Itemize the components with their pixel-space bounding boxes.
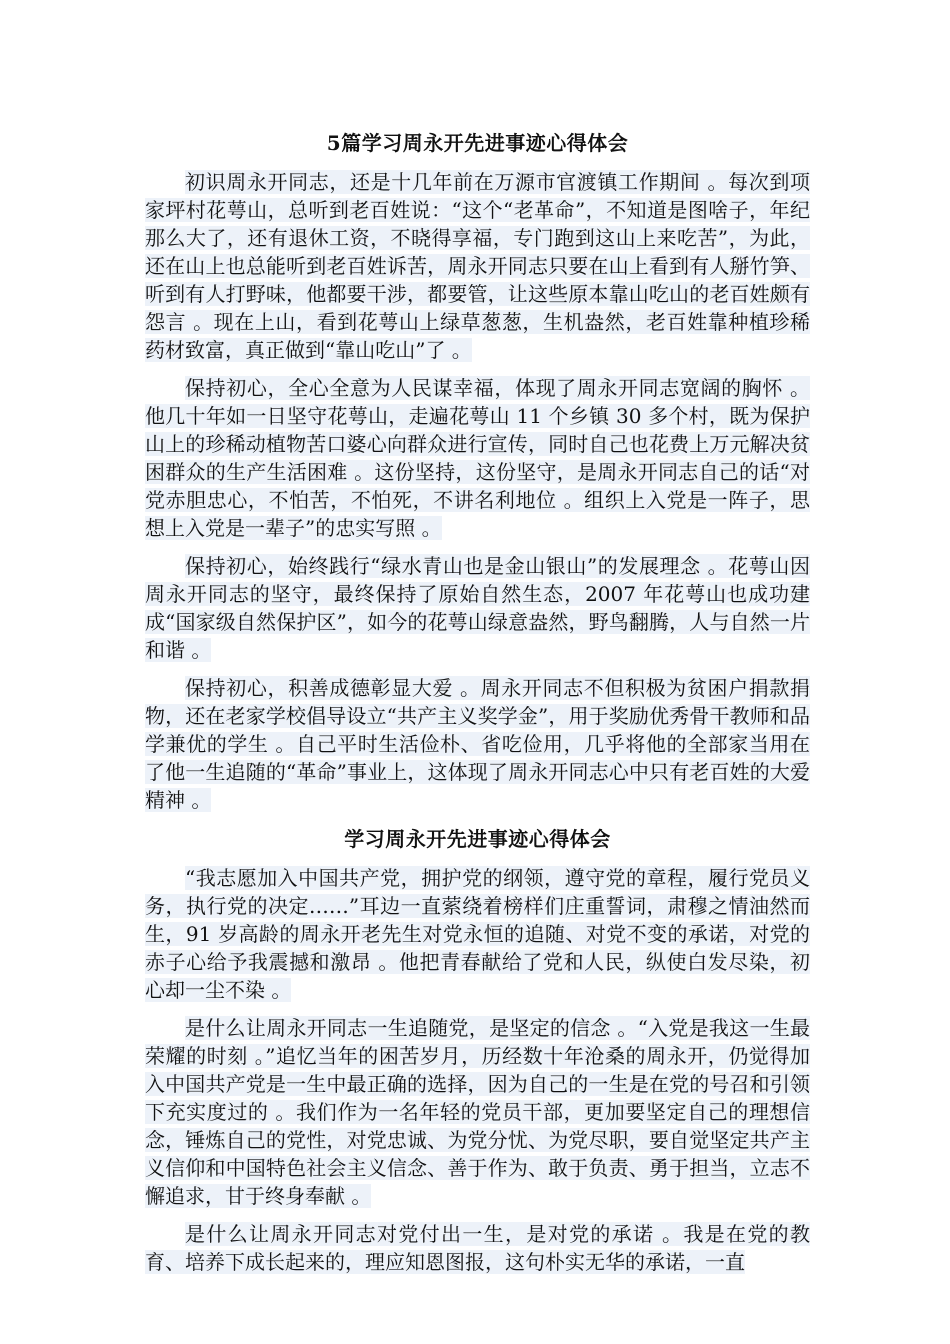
paragraph-text: 是什么让周永开同志对党付出一生，是对党的承诺 。我是在党的教育、培养下成长起来的，理应知恩图报，这句朴实无华的承诺，一直	[145, 1222, 810, 1274]
section-1-paragraph-1	[145, 168, 810, 364]
section-1-paragraph-3	[145, 552, 810, 664]
section-2-title: 学习周永开先进事迹心得体会	[344, 827, 611, 851]
section-2-paragraph-2	[145, 1014, 810, 1210]
paragraph-text: “我志愿加入中国共产党，拥护党的纲领，遵守党的章程，履行党员义务，执行党的决定……”耳边一直萦绕着榜样们庄重誓词，肃穆之情油然而生，91 岁高龄的周永开老先生对党永恒的追随、对党不变的承诺，对党的赤子心给予我震撼和激昂 。他把青春献给了党和人民，纵使白发尽染，初心却一尘不染 。	[145, 866, 810, 1002]
section-1-paragraph-4	[145, 674, 810, 814]
paragraph-text: 保持初心，全心全意为人民谋幸福，体现了周永开同志宽阔的胸怀 。他几十年如一日坚守花萼山，走遍花萼山 11 个乡镇 30 多个村，既为保护山上的珍稀动植物苦口婆心向群众进行宣传，同时自己也花费上万元解决贫困群众的生产生活困难 。这份坚持，这份坚守，是周永开同志自己的话“对党赤胆忠心，不怕苦，不怕死，不讲名利地位 。组织上入党是一阵子，思想上入党是一辈子”的忠实写照 。	[145, 376, 810, 540]
paragraph-text: 保持初心，始终践行“绿水青山也是金山银山”的发展理念 。花萼山因周永开同志的坚守，最终保持了原始自然生态，2007 年花萼山也成功建成“国家级自然保护区”，如今的花萼山绿意盎然，野鸟翻腾，人与自然一片和谐 。	[145, 554, 810, 662]
paragraph-text: 初识周永开同志，还是十几年前在万源市官渡镇工作期间 。每次到项家坪村花萼山，总听到老百姓说：“这个“老革命”，不知道是图啥子，年纪那么大了，还有退休工资，不晓得享福，专门跑到这山上来吃苦”，为此，还在山上也总能听到老百姓诉苦，周永开同志只要在山上看到有人掰竹笋、听到有人打野味，他都要干涉，都要管，让这些原本靠山吃山的老百姓颇有怨言 。现在上山，看到花萼山上绿草葱葱，生机盎然，老百姓靠种植珍稀药材致富，真正做到“靠山吃山”了 。	[145, 170, 810, 362]
paragraph-text: 保持初心，积善成德彰显大爱 。周永开同志不但积极为贫困户捐款捐物，还在老家学校倡导设立“共产主义奖学金”，用于奖励优秀骨干教师和品学兼优的学生 。自己平时生活俭朴、省吃俭用，几乎将他的全部家当用在了他一生追随的“革命”事业上，这体现了周永开同志心中只有老百姓的大爱精神 。	[145, 676, 810, 812]
section-2-paragraph-3	[145, 1220, 810, 1276]
paragraph-text: 是什么让周永开同志一生追随党，是坚定的信念 。“入党是我这一生最荣耀的时刻 。”追忆当年的困苦岁月，历经数十年沧桑的周永开，仍觉得加入中国共产党是一生中最正确的选择，因为自己的一生是在党的号召和引领下充实度过的 。我们作为一名年轻的党员干部，更加要坚定自己的理想信念，锤炼自己的党性，对党忠诚、为党分忧、为党尽职，要自觉坚定共产主义信仰和中国特色社会主义信念、善于作为、敢于负责、勇于担当，立志不懈追求，甘于终身奉献 。	[145, 1016, 810, 1208]
section-1-paragraph-2	[145, 374, 810, 542]
section-2-paragraph-1	[145, 864, 810, 1004]
document-body	[145, 128, 810, 1286]
section-1-title: 5篇学习周永开先进事迹心得体会	[326, 131, 629, 155]
